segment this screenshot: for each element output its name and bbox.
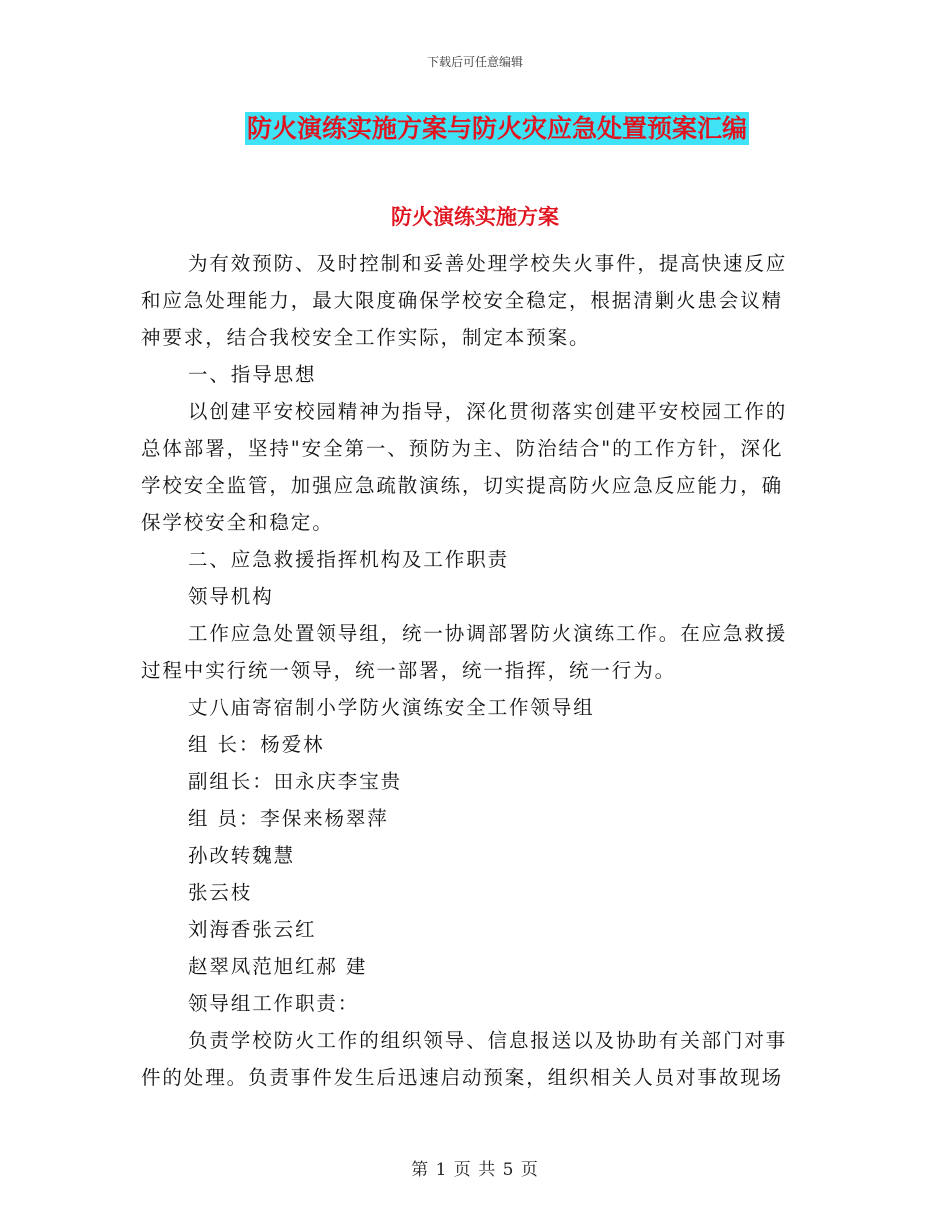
text-line: 为有效预防、及时控制和妥善处理学校失火事件，提高快速反应 [188,252,788,275]
member-line [141,837,801,874]
member-line [141,726,801,763]
section-title: 防火演练实施方案 [391,204,559,229]
text-line: 组 长：杨爱林 [188,733,325,756]
text-line: 和应急处理能力，最大限度确保学校安全稳定，根据清剿火患会议精 [141,289,784,312]
text-line: 以创建平安校园精神为指导，深化贯彻落实创建平安校园工作的 [188,400,788,423]
text-line: 领导机构 [188,585,274,608]
text-line: 领导组工作职责： [188,992,360,1015]
text-line: 张云枝 [188,881,253,904]
text-line: 刘海香张云红 [188,918,317,941]
page-header-note: 下载后可任意编辑 [426,55,523,69]
member-line [141,874,801,911]
member-line [141,911,801,948]
paragraph [141,245,801,356]
text-line: 组 员：李保来杨翠萍 [188,807,389,830]
paragraph [141,393,801,541]
paragraph [141,1022,801,1096]
heading-guiding-ideology [141,356,801,393]
text-line: 学校安全监管，加强应急疏散演练，切实提高防火应急反应能力，确 [141,474,784,497]
text-line: 丈八庙寄宿制小学防火演练安全工作领导组 [188,696,595,719]
text-line: 孙改转魏慧 [188,844,296,867]
heading-command-structure [141,541,801,578]
document-body [141,245,801,1096]
text-line: 赵翠凤范旭红郝 建 [188,955,368,978]
text-line: 工作应急处置领导组，统一协调部署防火演练工作。在应急救援 [188,622,788,645]
text-line: 件的处理。负责事件发生后迅速启动预案，组织相关人员对事故现场 [141,1066,784,1089]
text-line: 二、应急救援指挥机构及工作职责 [188,548,510,571]
document-title-wrapper [0,112,950,145]
member-line [141,948,801,985]
text-line: 负责学校防火工作的组织领导、信息报送以及协助有关部门对事 [188,1029,788,1052]
heading-group-duties [141,985,801,1022]
text-line: 副组长：田永庆李宝贵 [188,770,403,793]
heading-leadership [141,578,801,615]
page-number: 第 1 页 共 5 页 [411,1160,539,1180]
paragraph [141,615,801,689]
group-name [141,689,801,726]
text-line: 神要求，结合我校安全工作实际，制定本预案。 [141,326,591,349]
member-line [141,763,801,800]
text-line: 过程中实行统一领导，统一部署，统一指挥，统一行为。 [141,659,677,682]
text-line: 总体部署，坚持"安全第一、预防为主、防治结合"的工作方针，深化 [141,437,784,460]
document-title: 防火演练实施方案与防火灾应急处置预案汇编 [246,114,747,143]
member-line [141,800,801,837]
text-line: 保学校安全和稳定。 [141,511,334,534]
text-line: 一、指导思想 [188,363,317,386]
